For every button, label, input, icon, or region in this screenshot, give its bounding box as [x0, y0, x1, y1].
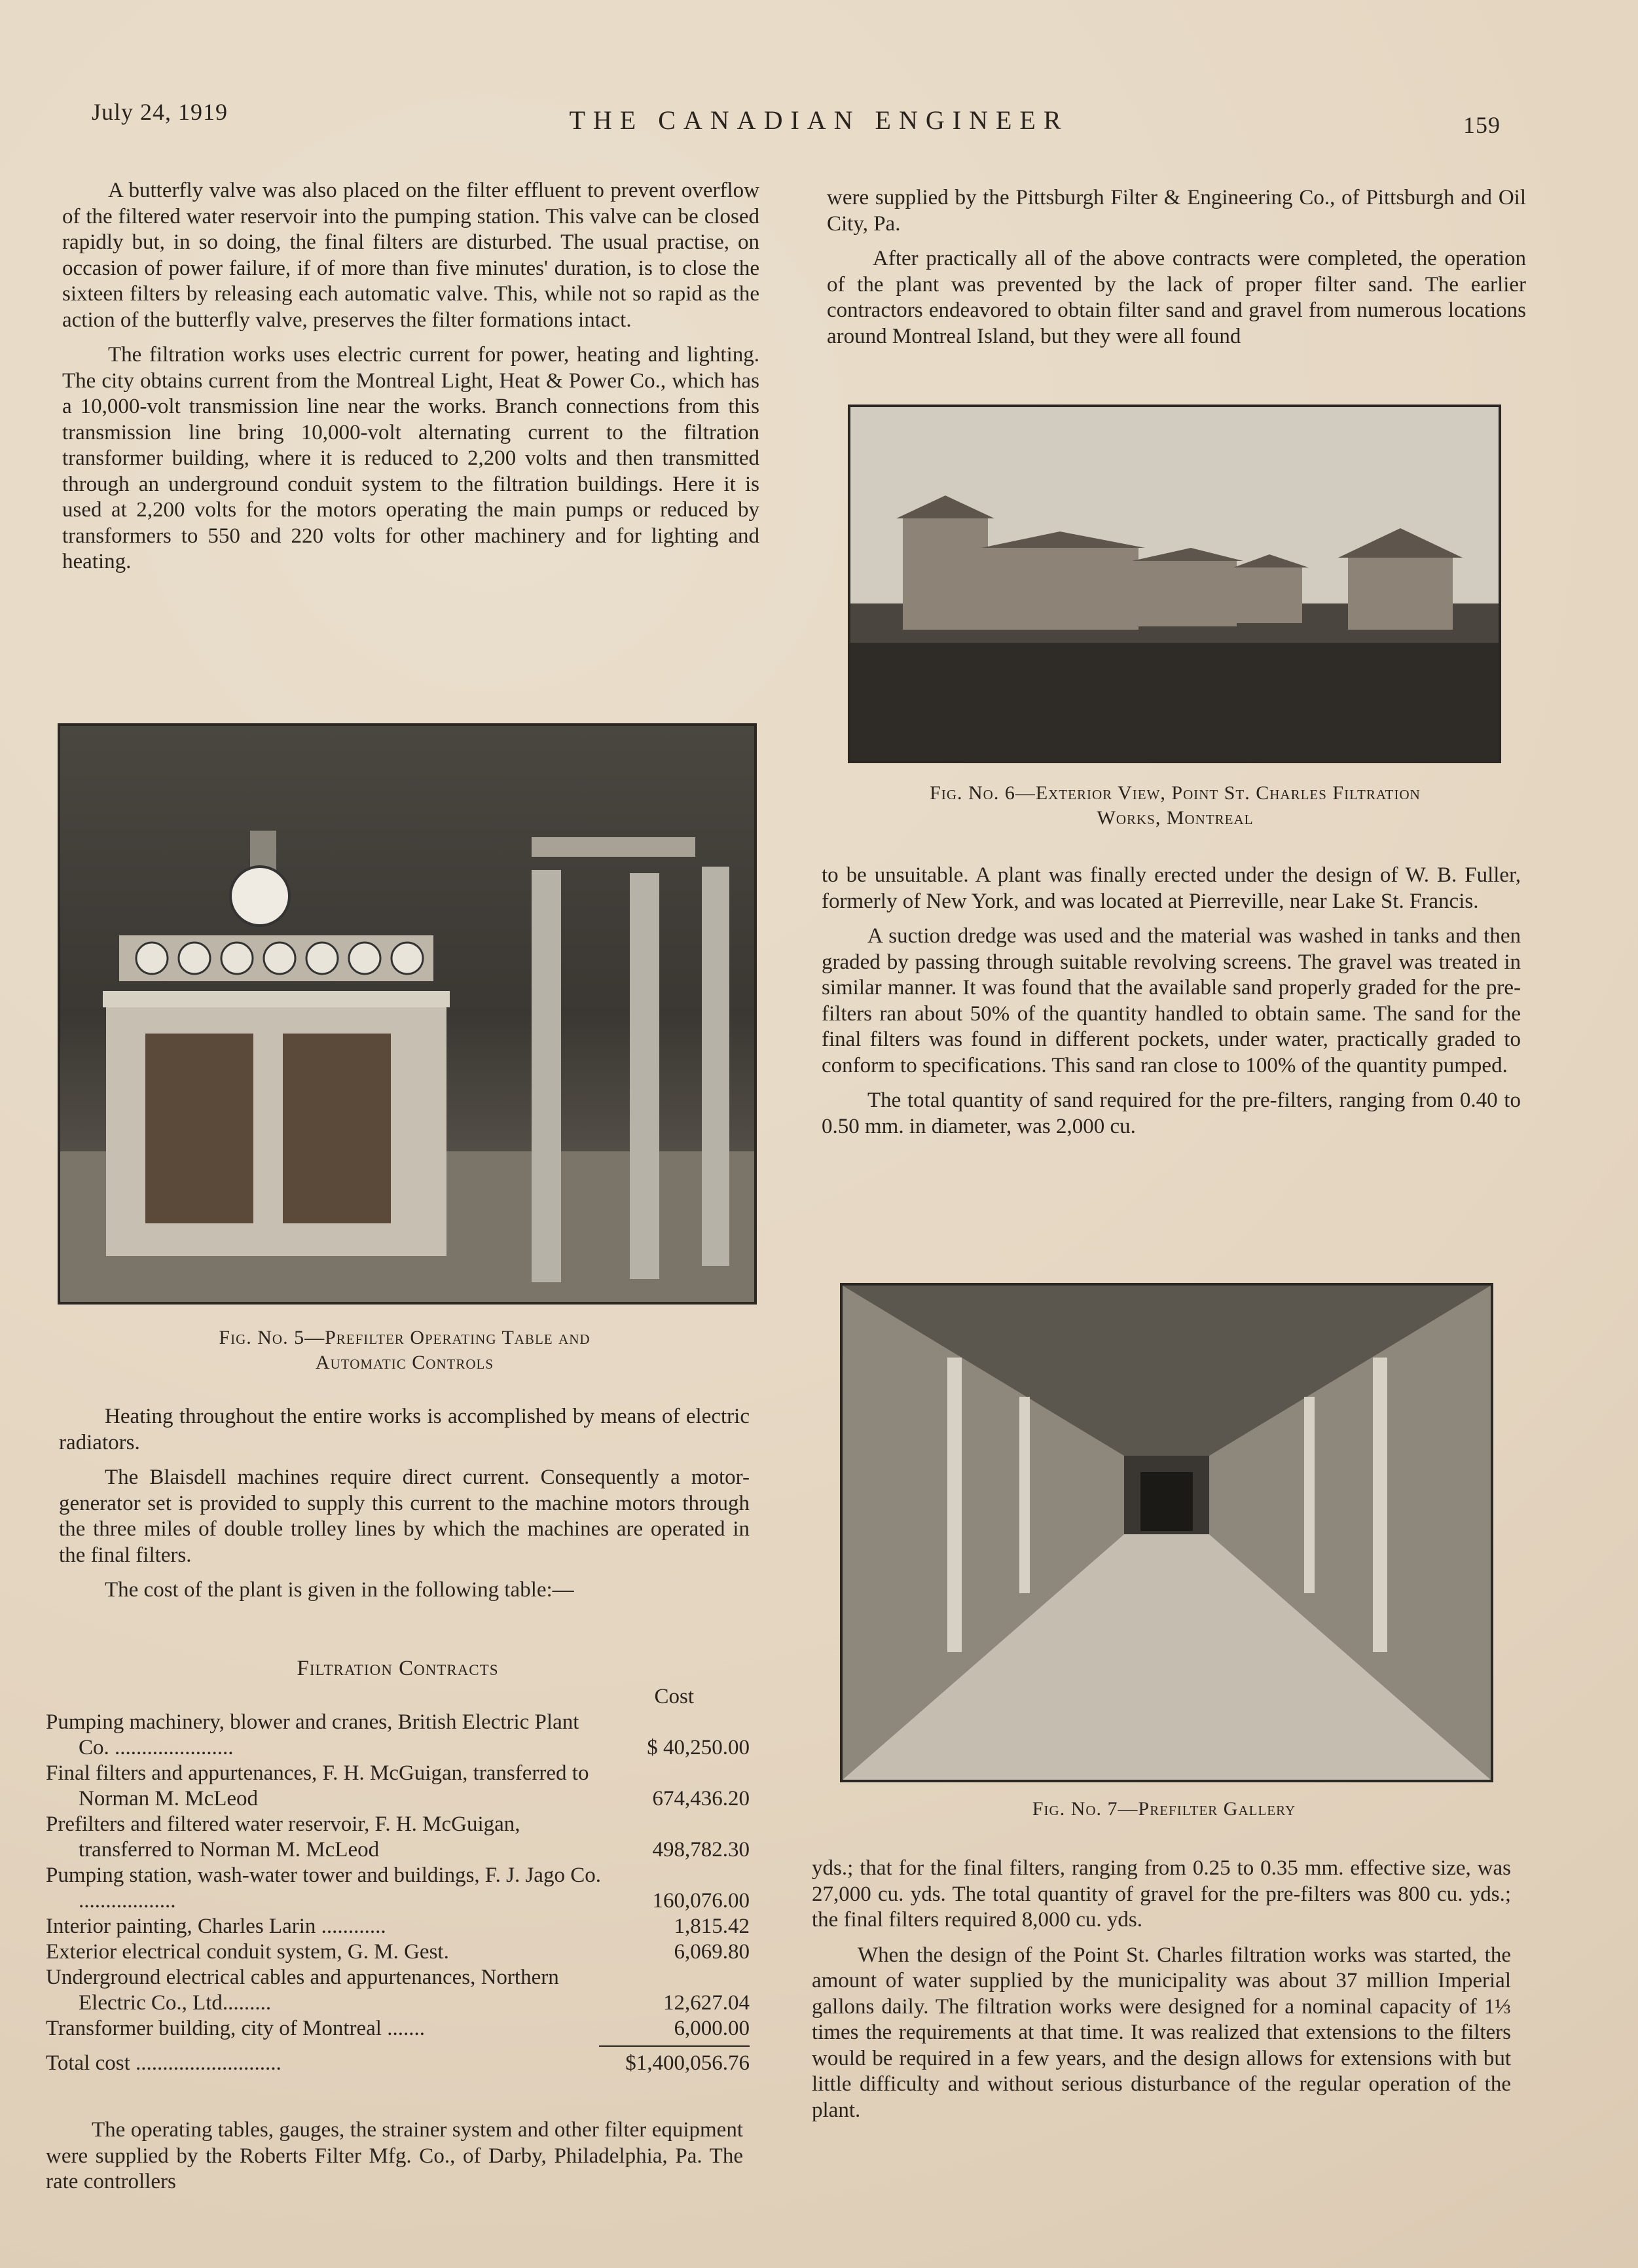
- row-value: 1,815.42: [674, 1915, 750, 1938]
- table-row: [46, 2016, 750, 2042]
- row-description: Pumping machinery, blower and cranes, British Electric Plant Co. ......................: [46, 1710, 579, 1759]
- caption-line: Fig. No. 7—Prefilter Gallery: [1032, 1798, 1296, 1820]
- table-title: Filtration Contracts: [297, 1657, 499, 1680]
- row-description: Interior painting, Charles Larin ............: [46, 1915, 386, 1938]
- total-label: Total cost ...........................: [46, 2051, 282, 2075]
- left-column-top: [62, 178, 759, 585]
- row-value: $ 40,250.00: [647, 1736, 750, 1759]
- filtration-contracts-table: [46, 1656, 750, 2076]
- left-column-mid: [59, 1404, 750, 1613]
- paragraph: The Blaisdell machines require direct current. Consequently a motor-generator set is provided to supply this current to the machine motors through the three miles of double trolley lines by which the machines are operated in the final filters.: [59, 1466, 750, 1567]
- caption-line: Works, Montreal: [1097, 807, 1254, 829]
- prefilter-operating-table-image: [60, 726, 754, 1302]
- right-column-top: [827, 185, 1526, 359]
- row-description: Transformer building, city of Montreal .......: [46, 2017, 425, 2040]
- table-row: [46, 1939, 750, 1965]
- paragraph: The filtration works uses electric current for power, heating and lighting. The city obtains current from the Montreal Light, Heat & Power Co., which has a 10,000-volt transmission line near the works. Branch connections from this transmission line bring 10,000-volt alternating current to the filtration transformer building, where it is reduced to 2,200 volts and then transmitted through an underground conduit system to the filtration buildings. Here it is used at 2,200 volts for the motors operating the main pumps or reduced by transformers to 550 and 220 volts for other machinery and for lighting and heating.: [62, 343, 759, 573]
- figure-6-photo: [848, 405, 1501, 763]
- paragraph: The total quantity of sand required for the pre-filters, ranging from 0.40 to 0.50 mm. in diameter, was 2,000 cu.: [822, 1089, 1521, 1138]
- prefilter-gallery-image: [843, 1286, 1491, 1780]
- journal-title: THE CANADIAN ENGINEER: [569, 105, 1069, 135]
- exterior-view-image: [850, 407, 1499, 761]
- paragraph: A butterfly valve was also placed on the filter effluent to prevent overflow of the filtered water reservoir into the pumping station. This valve can be closed rapidly but, in so doing, the final filters are disturbed. The usual practise, on occasion of power failure, if of more than five minutes' duration, is to close the sixteen filters by releasing each automatic valve. This, while not so rapid as the action of the butterfly valve, preserves the filter formations intact.: [62, 179, 759, 332]
- figure-7-caption: [840, 1797, 1488, 1822]
- cost-column-header: Cost: [654, 1685, 694, 1708]
- row-value: 12,627.04: [663, 1991, 750, 2015]
- row-value: 6,000.00: [674, 2017, 750, 2040]
- row-description: Final filters and appurtenances, F. H. McGuigan, transferred to Norman M. McLeod: [46, 1761, 589, 1810]
- page-number: 159: [1463, 112, 1501, 138]
- row-description: Exterior electrical conduit system, G. M. Gest.: [46, 1940, 449, 1964]
- row-value: 6,069.80: [674, 1940, 750, 1964]
- figure-6-caption: [828, 781, 1522, 831]
- paragraph: The operating tables, gauges, the strainer system and other filter equipment were supplied by the Roberts Filter Mfg. Co., of Darby, Philadelphia, Pa. The rate controllers: [46, 2118, 743, 2193]
- total-value: $1,400,056.76: [625, 2051, 750, 2075]
- right-column-mid: [822, 863, 1521, 1149]
- paragraph: When the design of the Point St. Charles filtration works was started, the amount of water supplied by the municipality was about 37 million Imperial gallons daily. The filtration works were designed for a nominal capacity of 1⅓ times the requirements at that time. It was realized that extensions to the filters would be required in a few years, and the design allows for extensions with but little difficulty and without serious disturbance of the regular operation of the plant.: [812, 1943, 1511, 2122]
- table-row: [46, 1914, 750, 1939]
- table-row: [46, 1965, 750, 2016]
- left-column-bottom: [46, 2117, 743, 2205]
- total-rule: [599, 2045, 750, 2047]
- paragraph: The cost of the plant is given in the following table:—: [105, 1578, 574, 1602]
- row-description: Prefilters and filtered water reservoir, F. H. McGuigan, transferred to Norman M. McLeod: [46, 1812, 520, 1862]
- caption-line: Fig. No. 5—Prefilter Operating Table and: [219, 1327, 591, 1348]
- row-description: Underground electrical cables and appurtenances, Northern Electric Co., Ltd.........: [46, 1966, 559, 2015]
- figure-7-photo: [840, 1283, 1493, 1782]
- table-row: [46, 1761, 750, 1812]
- paragraph: to be unsuitable. A plant was finally erected under the design of W. B. Fuller, formerly of New York, and was located at Pierreville, near Lake St. Francis.: [822, 863, 1521, 913]
- paragraph: were supplied by the Pittsburgh Filter & Engineering Co., of Pittsburgh and Oil City, Pa.: [827, 186, 1526, 236]
- paragraph: After practically all of the above contracts were completed, the operation of the plant was prevented by the lack of proper filter sand. The earlier contractors endeavored to obtain filter sand and gravel from numerous locations around Montreal Island, but they were all found: [827, 247, 1526, 348]
- header-date: July 24, 1919: [92, 99, 228, 125]
- figure-5-caption: [58, 1325, 752, 1375]
- table-row: [46, 1710, 750, 1761]
- row-description: Pumping station, wash-water tower and buildings, F. J. Jago Co. ..................: [46, 1863, 601, 1913]
- row-value: 160,076.00: [652, 1889, 750, 1913]
- paragraph: A suction dredge was used and the material was washed in tanks and then graded by passing through suitable revolving screens. The gravel was treated in similar manner. It was found that the available sand properly graded for the pre-filters ran about 50% of the quantity handled to obtain same. The sand for the final filters was found in different pockets, under water, practically graded to conform to specifications. This sand ran close to 100% of the quantity pumped.: [822, 924, 1521, 1077]
- paragraph: yds.; that for the final filters, ranging from 0.25 to 0.35 mm. effective size, was 27,000 cu. yds. The total quantity of gravel for the pre-filters was 800 cu. yds.; the final filters required 8,000 cu. yds.: [812, 1856, 1511, 1932]
- table-row: [46, 1812, 750, 1863]
- row-value: 498,782.30: [652, 1838, 750, 1862]
- caption-line: Automatic Controls: [315, 1352, 494, 1373]
- paragraph: Heating throughout the entire works is accomplished by means of electric radiators.: [59, 1405, 750, 1454]
- table-row: [46, 1863, 750, 1914]
- row-value: 674,436.20: [652, 1787, 750, 1810]
- figure-5-photo: [58, 723, 757, 1305]
- caption-line: Fig. No. 6—Exterior View, Point St. Charles Filtration: [930, 782, 1421, 804]
- total-row: [46, 2051, 750, 2076]
- right-column-bottom: [812, 1856, 1511, 2133]
